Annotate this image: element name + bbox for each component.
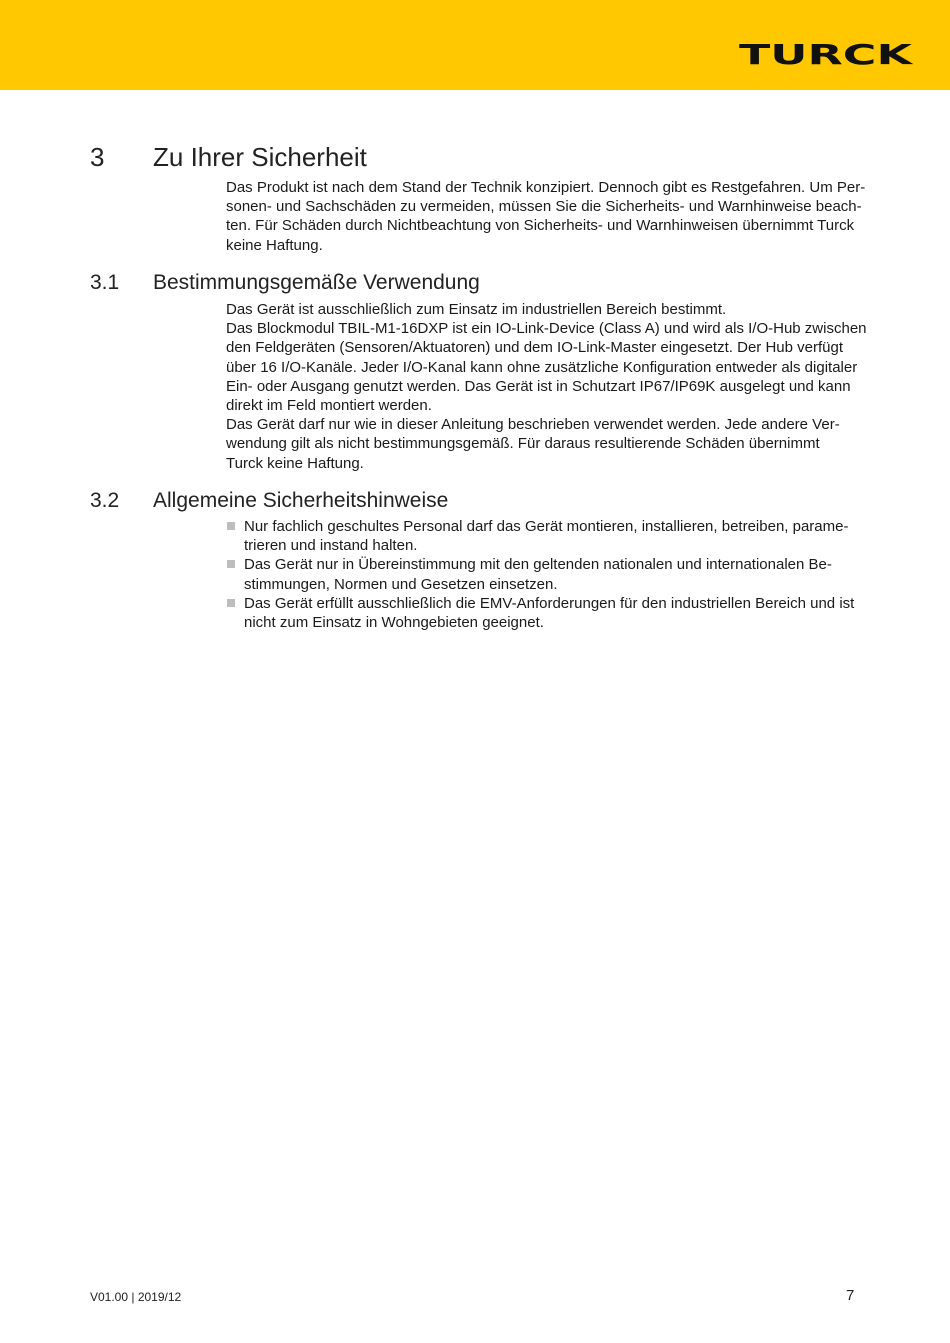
paragraph-line: direkt im Feld montiert werden.: [226, 397, 432, 415]
section-number: 3.1: [90, 271, 120, 294]
section-title: Allgemeine Sicherheitshinweise: [153, 489, 449, 512]
paragraph-line: keine Haftung.: [226, 236, 323, 254]
paragraph-line: Das Blockmodul TBIL-M1-16DXP ist ein IO-Link-Device (Class A) und wird als I/O-Hub zwischen: [226, 320, 867, 338]
paragraph-line: Das Gerät darf nur wie in dieser Anleitung beschrieben verwendet werden. Jede andere Ver-: [226, 416, 840, 434]
paragraph-line: Turck keine Haftung.: [226, 454, 364, 472]
section-3-paragraph: [226, 178, 866, 255]
bullet-line: Das Gerät nur in Übereinstimmung mit den geltenden nationalen und internationalen Be-: [244, 556, 832, 574]
logo-text: TURCK: [739, 38, 914, 71]
square-bullet-icon: [227, 599, 235, 607]
section-title: Bestimmungsgemäße Verwendung: [153, 271, 480, 294]
list-item: [226, 555, 866, 593]
list-item: [226, 517, 866, 555]
safety-bullet-list: [226, 517, 866, 632]
paragraph-line: sonen- und Sachschäden zu vermeiden, müssen Sie die Sicherheits- und Warnhinweise beach-: [226, 198, 862, 216]
square-bullet-icon: [227, 522, 235, 530]
list-item: [226, 594, 866, 632]
paragraph-line: Das Produkt ist nach dem Stand der Technik konzipiert. Dennoch gibt es Restgefahren. Um Per-: [226, 179, 866, 196]
section-heading-3-1: [90, 271, 790, 297]
footer-version: V01.00 | 2019/12: [90, 1290, 182, 1304]
bullet-line: stimmungen, Normen und Gesetzen einsetzen.: [244, 575, 558, 593]
page-number: 7: [846, 1287, 855, 1304]
turck-logo: [739, 38, 914, 72]
header-band: [0, 0, 950, 90]
square-bullet-icon: [227, 560, 235, 568]
section-3-1-paragraph: [226, 300, 866, 473]
paragraph-line: über 16 I/O-Kanäle. Jeder I/O-Kanal kann ohne zusätzliche Konfiguration entweder als digitaler: [226, 358, 858, 376]
section-number: 3: [90, 142, 105, 172]
section-title: Zu Ihrer Sicherheit: [153, 142, 367, 172]
section-number: 3.2: [90, 489, 120, 512]
paragraph-line: ten. Für Schäden durch Nichtbeachtung von Sicherheits- und Warnhinweisen übernimmt Turck: [226, 217, 855, 235]
bullet-line: Nur fachlich geschultes Personal darf das Gerät montieren, installieren, betreiben, parame-: [244, 518, 849, 535]
section-heading-3-2: [90, 489, 790, 515]
paragraph-line: wendung gilt als nicht bestimmungsgemäß. Für daraus resultierende Schäden übernimmt: [226, 435, 820, 453]
section-heading-3: [90, 142, 790, 174]
paragraph-line: Ein- oder Ausgang genutzt werden. Das Gerät ist in Schutzart IP67/IP69K ausgelegt und kann: [226, 377, 851, 395]
paragraph-line: Das Gerät ist ausschließlich zum Einsatz im industriellen Bereich bestimmt.: [226, 301, 727, 318]
bullet-line: nicht zum Einsatz in Wohngebieten geeignet.: [244, 614, 544, 632]
bullet-line: Das Gerät erfüllt ausschließlich die EMV-Anforderungen für den industriellen Bereich und ist: [244, 594, 855, 612]
paragraph-line: den Feldgeräten (Sensoren/Aktuatoren) und dem IO-Link-Master eingesetzt. Der Hub verfügt: [226, 339, 843, 357]
bullet-line: trieren und instand halten.: [244, 537, 418, 555]
